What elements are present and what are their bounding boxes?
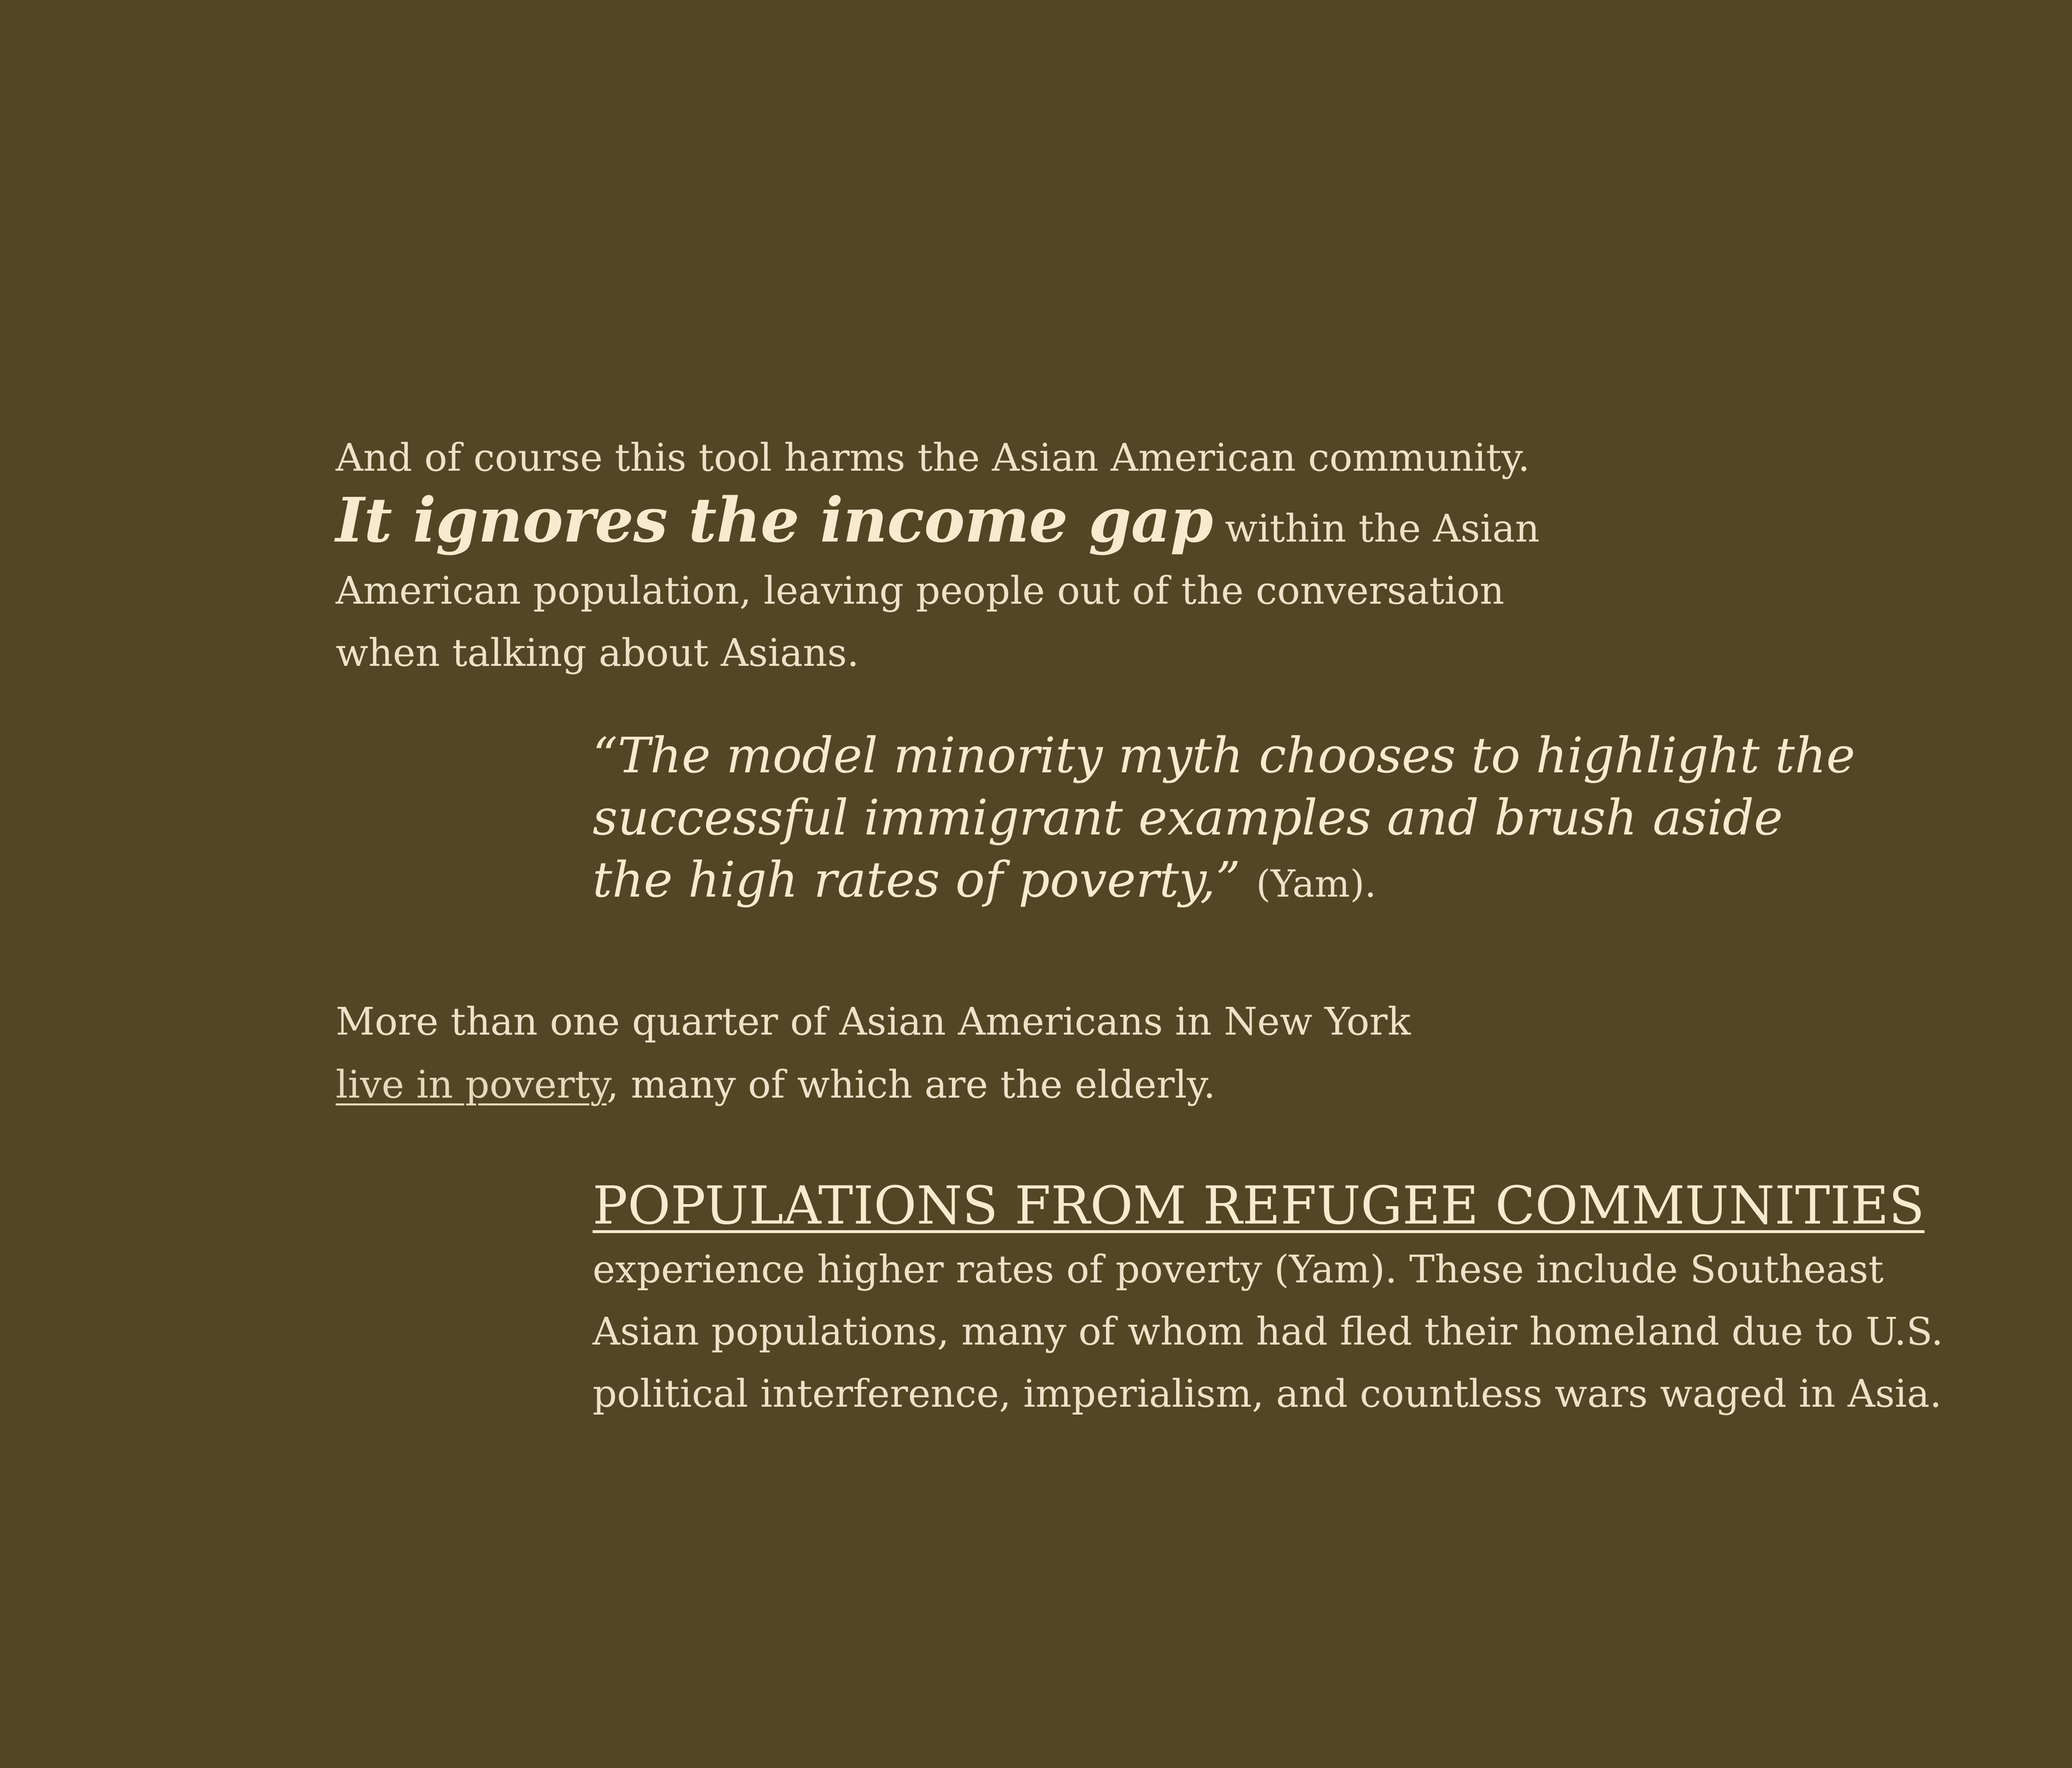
model-minority-quote	[593, 724, 1877, 915]
poverty-line-2	[336, 1053, 1579, 1116]
live-in-poverty-link[interactable]: live in poverty	[336, 1062, 607, 1107]
quote-line-2: successful immigrant examples and brush aside	[593, 789, 1783, 846]
refugee-line-1: experience higher rates of poverty (Yam). These include Southeast	[593, 1247, 1884, 1292]
poverty-line-1: More than one quarter of Asian Americans in New York	[336, 999, 1411, 1044]
intro-line-2	[336, 484, 1620, 560]
intro-line-4: when talking about Asians.	[336, 631, 859, 675]
refugee-line-3: political interference, imperialism, and countless wars waged in Asia.	[593, 1371, 1942, 1416]
poverty-after-link: , many of which are the elderly.	[606, 1062, 1216, 1107]
poverty-paragraph	[336, 990, 1579, 1116]
intro-line-1: And of course this tool harms the Asian American community.	[336, 435, 1530, 480]
quote-citation: (Yam).	[1256, 862, 1377, 906]
income-gap-emphasis: It ignores the income gap	[336, 484, 1213, 556]
intro-after-emphasis: within the Asian	[1225, 506, 1540, 551]
quote-line-3-wrapper	[593, 849, 1877, 915]
quote-line-1: “The model minority myth chooses to highlight the	[593, 727, 1855, 784]
intro-paragraph	[336, 427, 1620, 684]
refugee-section	[593, 1173, 2072, 1425]
refugee-line-2: Asian populations, many of whom had fled their homeland due to U.S.	[593, 1309, 1944, 1354]
intro-line-3: American population, leaving people out of the conversation	[336, 568, 1504, 613]
refugee-heading: POPULATIONS FROM REFUGEE COMMUNITIES	[593, 1175, 1925, 1236]
quote-line-3: the high rates of poverty,”	[593, 851, 1241, 908]
